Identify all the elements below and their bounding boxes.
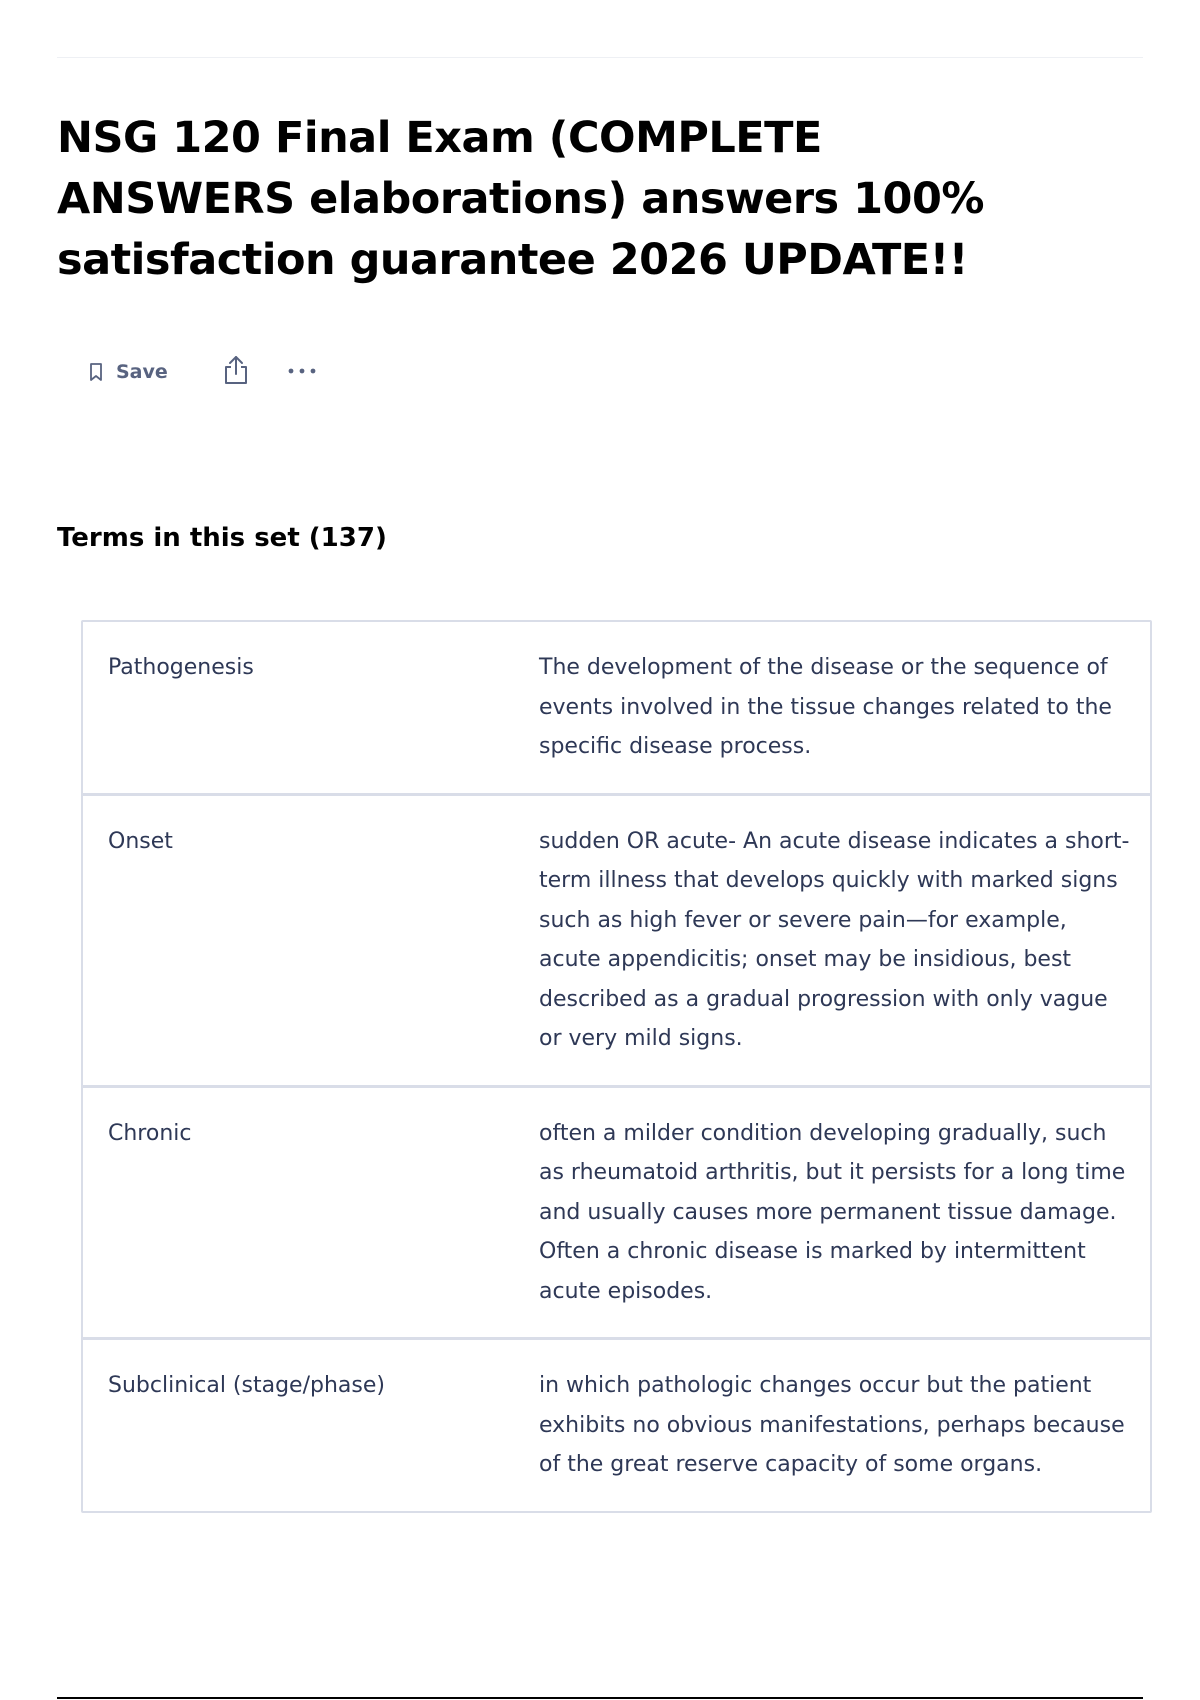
term-definition: often a milder condition developing gradually, such as rheumatoid arthritis, but it persists for a long time and usually causes more permanent tissue damage. Often a chronic disease is marked by intermittent acute episodes. [539, 1120, 1126, 1304]
share-button[interactable] [218, 350, 254, 394]
term-word: Pathogenesis [108, 655, 254, 680]
terms-table [81, 620, 1152, 1513]
set-toolbar [80, 350, 322, 394]
term-definition: The development of the disease or the sequence of events involved in the tissue changes related to the specific disease process. [539, 655, 1112, 759]
term-row [83, 622, 1150, 793]
terms-heading: Terms in this set (137) [57, 523, 387, 553]
page-title: NSG 120 Final Exam (COMPLETE ANSWERS elaborations) answers 100% satisfaction guarantee 2026 UPDATE!! [57, 113, 984, 285]
save-label: Save [116, 361, 168, 383]
share-icon [222, 354, 250, 391]
term-row [83, 1337, 1150, 1511]
term-word: Chronic [108, 1120, 192, 1146]
term-word: Onset [108, 828, 173, 854]
term-row [83, 793, 1150, 1085]
save-button[interactable] [80, 350, 176, 394]
top-divider [57, 57, 1143, 58]
term-word: Subclinical (stage/phase) [108, 1373, 385, 1398]
bottom-divider [57, 1697, 1143, 1699]
bookmark-icon [88, 362, 104, 382]
more-options-button[interactable] [282, 350, 322, 394]
more-options-icon [286, 363, 318, 381]
term-definition: sudden OR acute- An acute disease indicates a short-term illness that develops quickly with marked signs such as high fever or severe pain—for example, acute appendicitis; onset may be insidious, best described as a gradual progression with only vague or very mild signs. [539, 828, 1130, 1051]
term-row [83, 1085, 1150, 1338]
term-definition: in which pathologic changes occur but the patient exhibits no obvious manifestations, perhaps because of the great reserve capacity of some organs. [539, 1373, 1125, 1477]
